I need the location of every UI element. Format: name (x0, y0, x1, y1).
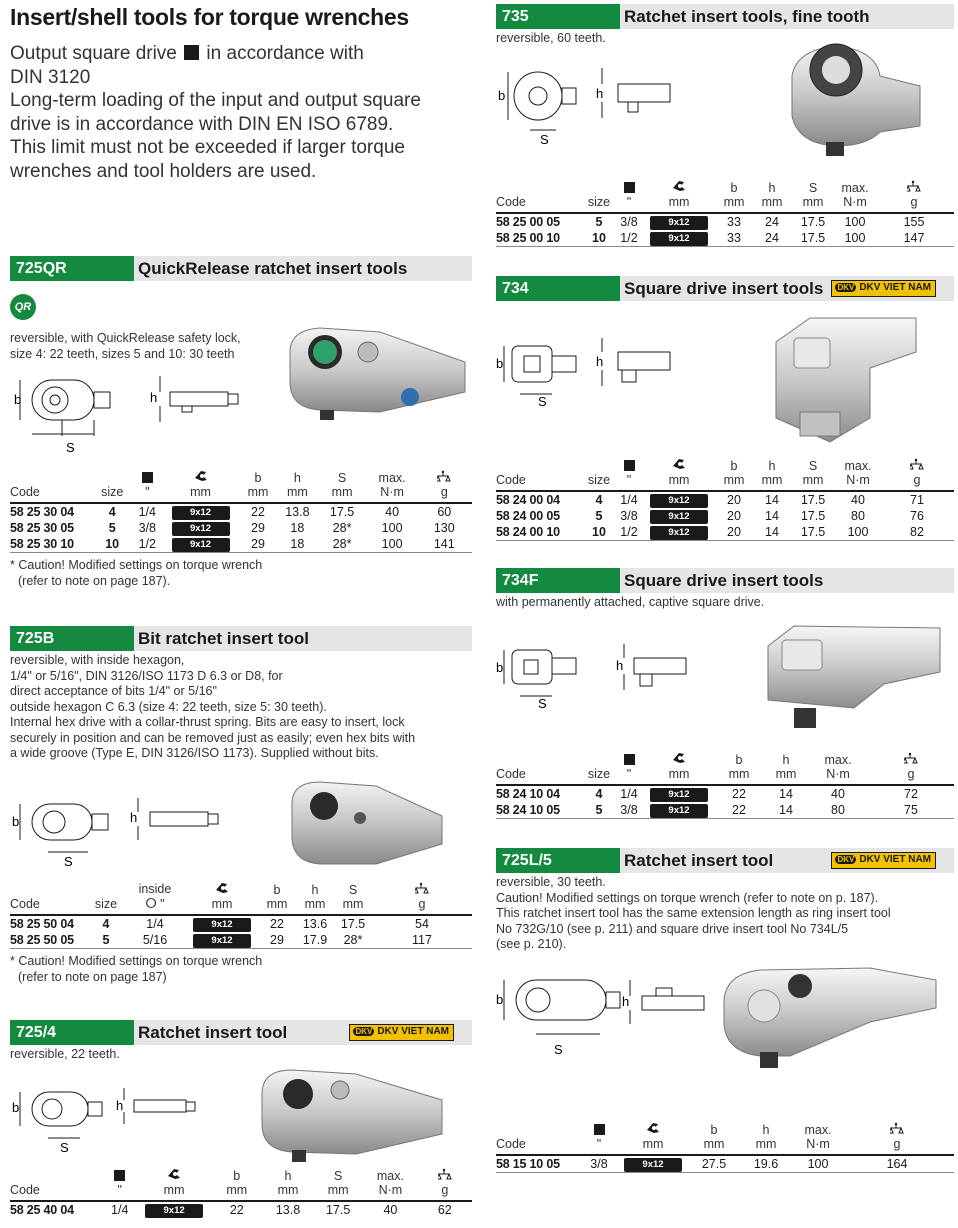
hexagon-icon: ⭘ (145, 895, 157, 911)
table-725-4: Code " mm b mm h mm S mm max. N·m g 58 25 40 04 1/4 9x12 22 13.8 17.5 40 62 (10, 1166, 472, 1218)
product-photo (720, 960, 940, 1070)
section-header (496, 276, 954, 301)
section-code: 735 (496, 4, 620, 29)
svg-text:h: h (616, 658, 624, 673)
svg-text:h: h (596, 86, 604, 101)
section-description: reversible, 60 teeth. (496, 31, 606, 45)
weight-icon (904, 752, 918, 764)
section-code: 734F (496, 568, 620, 593)
technical-drawing (496, 966, 720, 1058)
svg-text:S: S (64, 854, 73, 869)
svg-text:S: S (538, 696, 547, 711)
table-row: 58 25 50 04 4 1/4 9x12 22 13.6 17.5 54 (10, 916, 429, 931)
section-734 (496, 276, 954, 301)
square-drive-icon (594, 1124, 605, 1135)
weight-icon (890, 1122, 904, 1134)
table-row: 58 24 10 04 4 1/4 9x12 22 14 40 72 (496, 786, 918, 801)
weight-icon (438, 1168, 452, 1180)
section-title: QuickRelease ratchet insert tools (138, 259, 408, 278)
product-photo (764, 620, 944, 732)
section-title: Ratchet insert tool (624, 851, 774, 870)
section-code: 725B (10, 626, 134, 651)
technical-drawing (10, 790, 250, 870)
section-734f (496, 568, 954, 611)
table-row: 58 24 00 05 5 3/8 9x12 20 14 17.5 80 76 (496, 508, 924, 523)
svg-text:h: h (596, 354, 604, 369)
section-title: Square drive insert tools (624, 571, 824, 590)
table-row: 58 25 30 05 5 3/8 9x12 29 18 28* 100 130 (10, 520, 455, 535)
svg-text:b: b (498, 88, 506, 103)
section-header (496, 4, 954, 29)
technical-drawing (10, 366, 250, 460)
table-row: 58 24 10 05 5 3/8 9x12 22 14 80 75 (496, 802, 954, 819)
svg-text:b: b (14, 392, 22, 407)
table-row: 58 25 00 10 10 1/2 9x12 33 24 17.5 100 147 (496, 230, 954, 247)
section-title: Ratchet insert tool (138, 1023, 288, 1042)
bit-icon (671, 750, 687, 764)
technical-drawing (496, 336, 696, 408)
table-row: 58 24 00 04 4 1/4 9x12 20 14 17.5 40 71 (496, 492, 924, 507)
section-header (10, 626, 472, 651)
svg-text:h: h (150, 390, 158, 405)
square-drive-icon (114, 1170, 125, 1181)
page-title: Insert/shell tools for torque wrenches (10, 4, 409, 30)
section-code: 725/4 (10, 1020, 134, 1045)
table-725l-5: Code " mm b mm h mm max. N·m g 58 15 10 05 3/8 9x12 27.5 19.6 100 164 (496, 1120, 954, 1173)
section-header (10, 1020, 472, 1045)
table-row: 58 25 30 04 4 1/4 9x12 22 13.8 17.5 40 60 (10, 504, 452, 519)
product-photo (256, 1064, 446, 1164)
bit-icon (671, 456, 687, 470)
svg-text:b: b (496, 356, 504, 371)
svg-text:h: h (130, 810, 138, 825)
section-725-4 (10, 1020, 472, 1063)
section-code: 734 (496, 276, 620, 301)
section-description: reversible, with QuickRelease safety lock, size 4: 22 teeth, sizes 5 and 10: 30 teeth (10, 331, 241, 361)
bit-icon (166, 1166, 182, 1180)
product-photo (786, 36, 926, 158)
dkv-badge: DKV DKV VIET NAM (831, 280, 936, 297)
square-drive-icon (142, 472, 153, 483)
dkv-badge: DKV DKV VIET NAM (831, 852, 936, 869)
footnote: * Caution! Modified settings on torque wrench (refer to note on page 187). (10, 558, 263, 588)
square-drive-icon (624, 460, 635, 471)
technical-drawing (496, 62, 696, 148)
svg-text:b: b (496, 992, 504, 1007)
product-photo (770, 308, 920, 444)
svg-text:S: S (66, 440, 75, 455)
svg-text:b: b (496, 660, 504, 675)
section-title: Ratchet insert tools, fine tooth (624, 7, 870, 26)
svg-text:h: h (116, 1098, 124, 1113)
technical-drawing (10, 1084, 240, 1154)
table-row: 58 25 30 10 10 1/2 9x12 29 18 28* 100 141 (10, 536, 472, 553)
table-row: 58 25 00 05 5 3/8 9x12 33 24 17.5 100 155 (496, 214, 925, 229)
bit-icon (214, 880, 230, 894)
section-description: with permanently attached, captive square drive. (496, 595, 765, 609)
section-title: Bit ratchet insert tool (138, 629, 309, 648)
table-row: 58 25 40 04 1/4 9x12 22 13.8 17.5 40 62 (10, 1202, 452, 1217)
intro-text: Output square drive in accordance with DIN 3120 Long-term loading of the input and output square drive is in accordance with DIN EN ISO 6789. This limit must not be exceeded if larger torque wrenches and tool holders are used. (10, 43, 421, 182)
technical-drawing (496, 640, 706, 712)
section-725l-5 (496, 848, 954, 953)
section-code: 725L/5 (496, 848, 620, 873)
weight-icon (437, 470, 451, 482)
section-header (10, 256, 472, 281)
footnote: * Caution! Modified settings on torque wrench (refer to note on page 187) (10, 954, 263, 984)
table-row: 58 15 10 05 3/8 9x12 27.5 19.6 100 164 (496, 1155, 954, 1173)
table-725b: Code size inside ⭘ " mm b mm h mm S mm g 58 25 50 04 4 1/4 9x12 22 13.6 17.5 54 58 25 50 05 5 5/16 9x12 29 17.9 28* 117 * Caution! Modified settings on torque wrench (refer to note on page 187) (10, 880, 472, 985)
section-description: reversible, 30 teeth. Caution! Modified settings on torque wrench (refer to note on p. 187). This ratchet insert tool has the same extension length as ring insert tool No 732G/10 (see p. 211) and square drive insert tool No 734L/5 (see p. 210). (496, 875, 891, 951)
svg-text:h: h (622, 994, 630, 1009)
product-photo (286, 776, 446, 874)
bit-icon (193, 468, 209, 482)
square-drive-icon (184, 45, 199, 60)
section-725b (10, 626, 472, 762)
table-row: 58 25 50 05 5 5/16 9x12 29 17.9 28* 117 (10, 932, 472, 949)
bit-icon (671, 178, 687, 192)
section-title: Square drive insert tools (624, 279, 824, 298)
table-735: Code size " mm b mm h mm S mm max. N·m g 58 25 00 05 5 3/8 9x12 33 24 17.5 100 155 58 25 00 10 10 1/2 9x12 33 24 17.5 100 147 (496, 178, 954, 247)
table-725qr: Code size " mm b mm h mm S mm max. N·m g 58 25 30 04 4 1/4 9x12 22 13.8 17.5 40 60 58 25 30 05 5 3/8 9x12 29 18 28* 100 130 58 25 30 10 10 1/2 9x12 29 18 28* 100 141 * Caution! Modified settings on torque wrench (refer to note on page 187). (10, 468, 472, 589)
bit-icon (645, 1120, 661, 1134)
section-code: 725QR (10, 256, 134, 281)
quickrelease-icon: QR (10, 294, 36, 320)
section-description: reversible, with inside hexagon, 1/4" or 5/16", DIN 3126/ISO 1173 D 6.3 or D8, for direct acceptance of bits 1/4" or 5/16" outside hexagon C 6.3 (size 4: 22 teeth, size 5: 30 teeth). Internal hex drive with a collar-thrust spring. Bits are easy to insert, lock securely in position and can be removed just as easily; even hex bits with a wide groove (Type E, DIN 3126/ISO 1173). Supplied without bits. (10, 653, 416, 760)
section-725qr (10, 256, 472, 281)
svg-text:S: S (60, 1140, 69, 1154)
svg-text:S: S (554, 1042, 563, 1057)
section-description: reversible, 22 teeth. (10, 1047, 120, 1061)
square-drive-icon (624, 754, 635, 765)
section-header (496, 568, 954, 593)
section-header (496, 848, 954, 873)
svg-text:S: S (538, 394, 547, 408)
table-734f: Code size " mm b mm h mm max. N·m g 58 24 10 04 4 1/4 9x12 22 14 40 72 58 24 10 05 5 3/8 9x12 22 14 80 75 (496, 750, 954, 819)
weight-icon (910, 458, 924, 470)
svg-text:S: S (540, 132, 549, 147)
table-row: 58 24 00 10 10 1/2 9x12 20 14 17.5 100 82 (496, 524, 954, 541)
product-photo (280, 322, 470, 422)
svg-text:b: b (12, 814, 20, 829)
table-734: Code size " mm b mm h mm S mm max. N·m g 58 24 00 04 4 1/4 9x12 20 14 17.5 40 71 58 24 00 05 5 3/8 9x12 20 14 17.5 80 76 58 24 00 10 10 1/2 9x12 20 14 17.5 100 82 (496, 456, 954, 541)
square-drive-icon (624, 182, 635, 193)
weight-icon (907, 180, 921, 192)
dkv-badge: DKV DKV VIET NAM (349, 1024, 454, 1041)
svg-text:b: b (12, 1100, 20, 1115)
weight-icon (415, 882, 429, 894)
